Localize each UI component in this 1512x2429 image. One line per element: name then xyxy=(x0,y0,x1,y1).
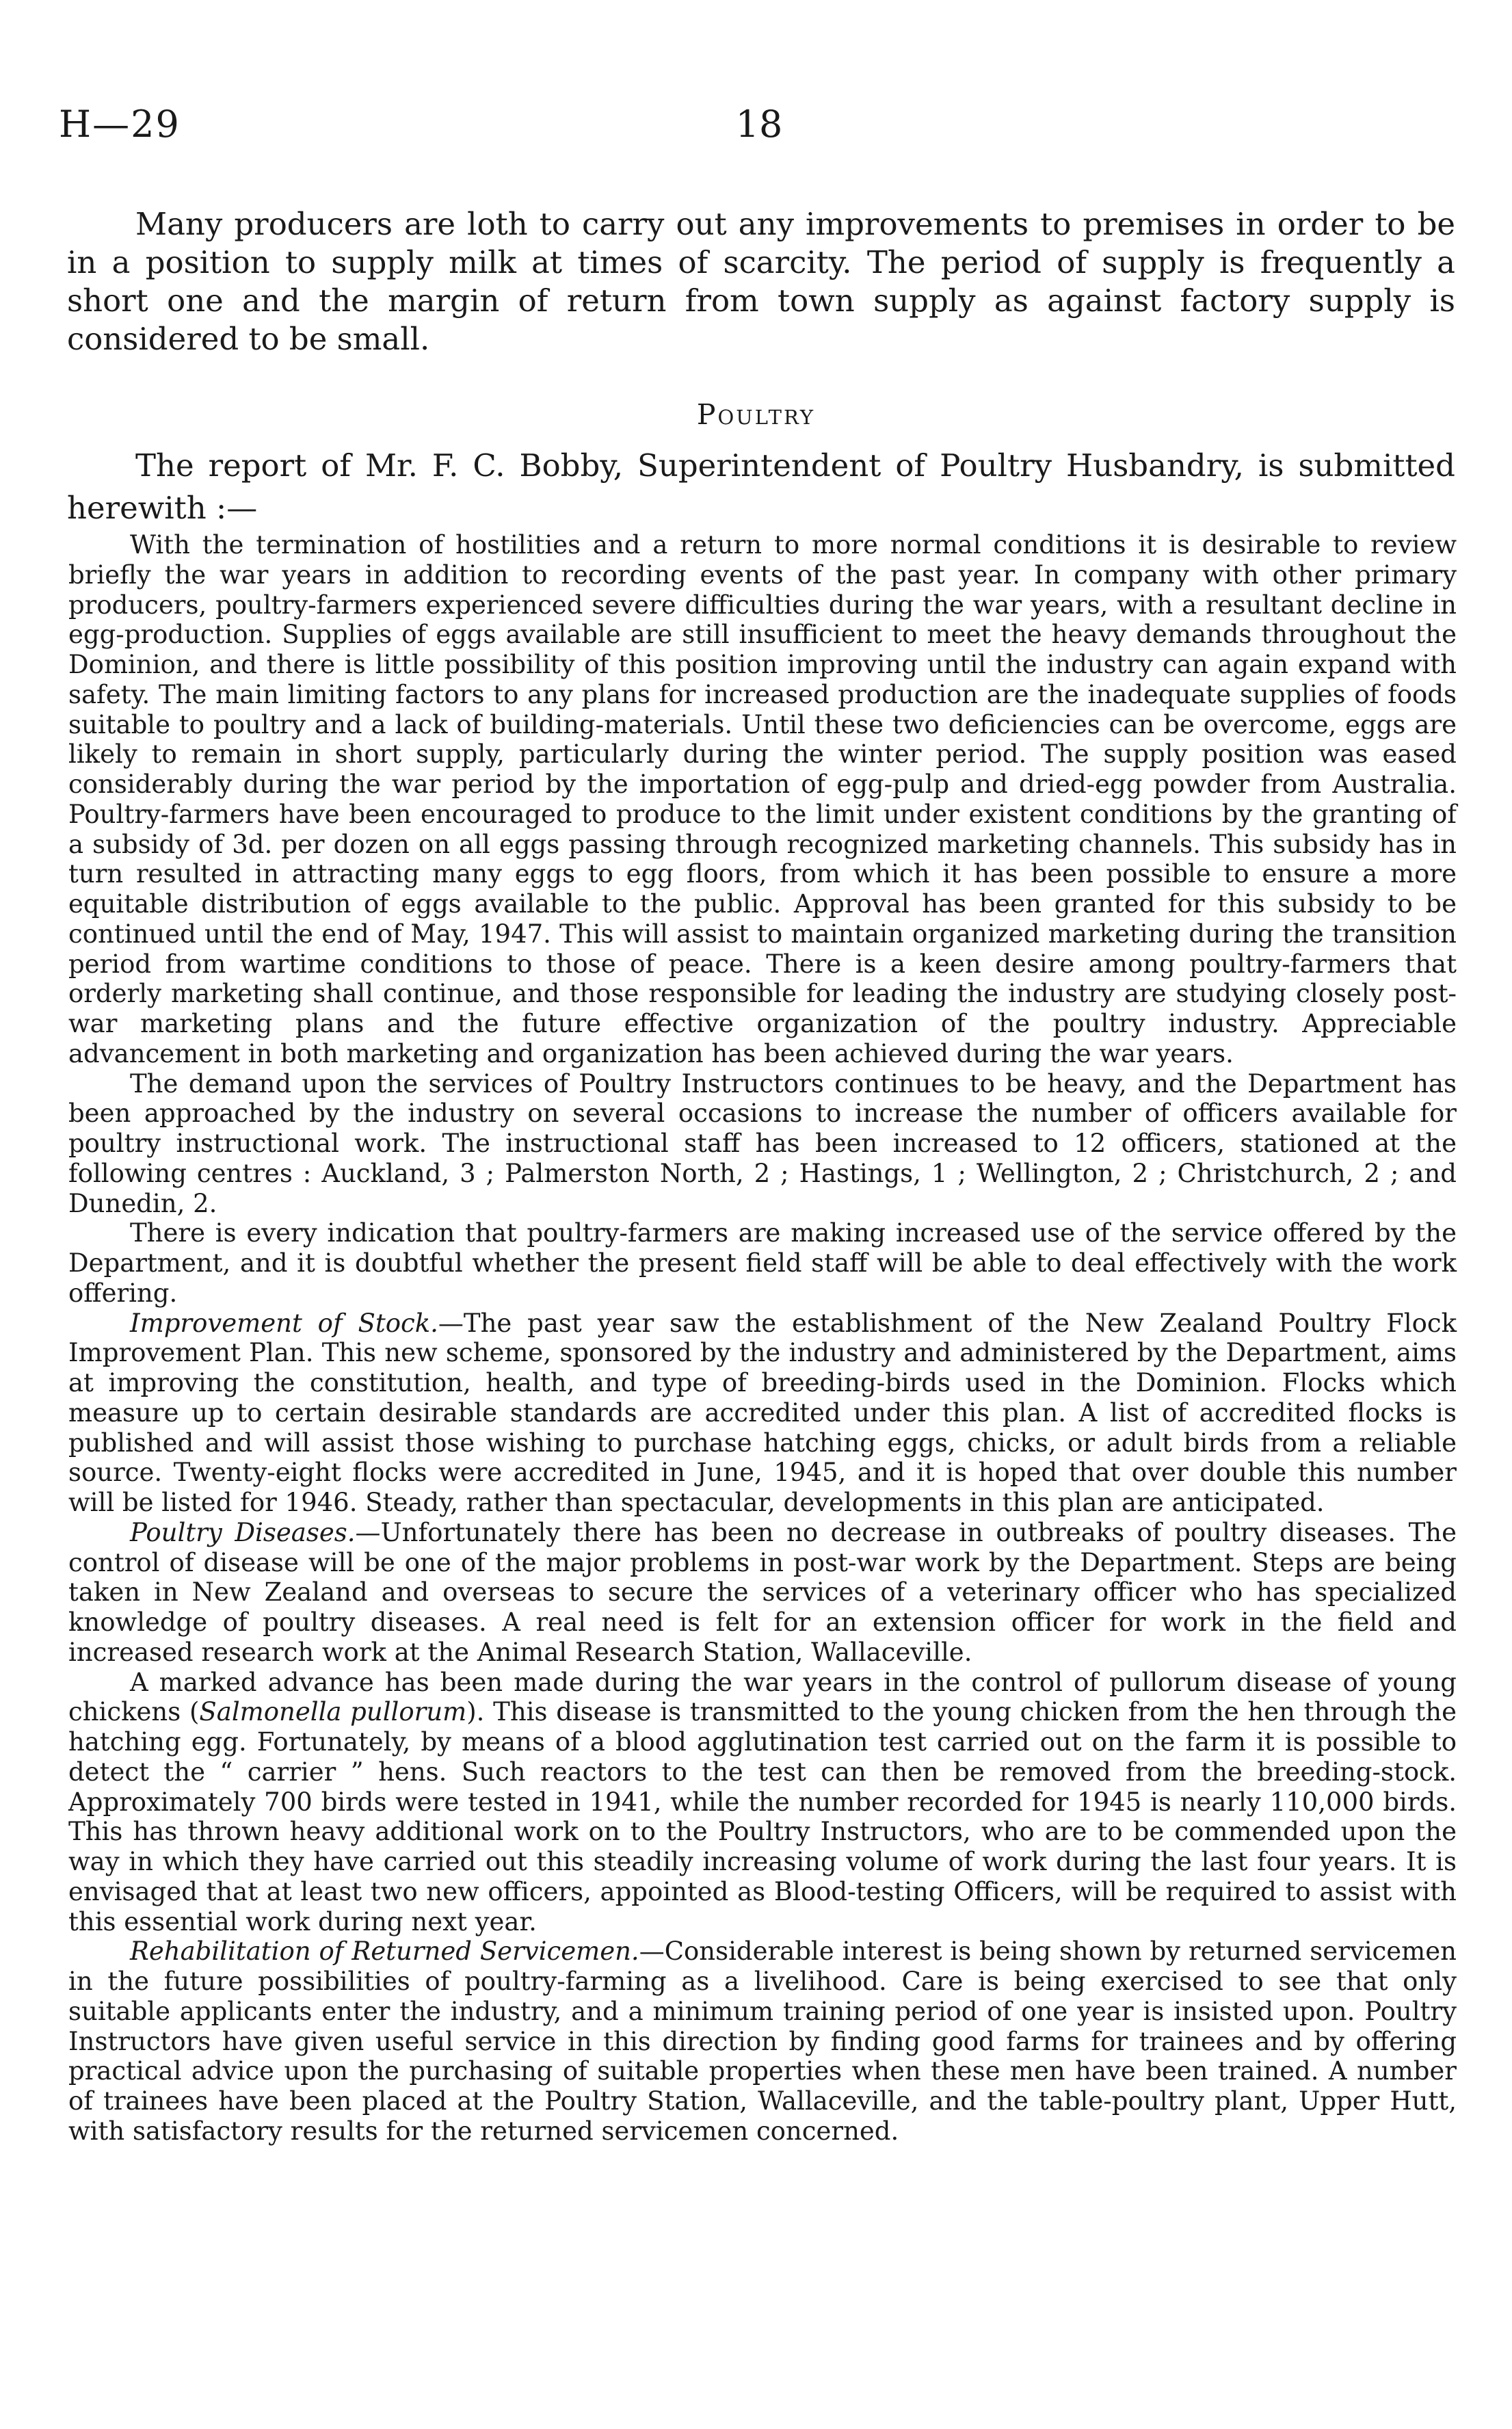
report-body xyxy=(68,530,1457,2146)
paragraph-heading: Poultry Diseases. xyxy=(130,1517,356,1547)
paragraph-review: With the termination of hostilities and a return to more normal conditions it is desirable to review briefly the war years in addition to recording events of the past year. In company with other primary producers, poultry-farmers experienced severe difficulties during the war years, with a resultant decline in egg-production. Supplies of eggs available are still insufficient to meet the heavy demands throughout the Dominion, and there is little possibility of this position improving until the industry can again expand with safety. The main limiting factors to any plans for increased production are the inadequate supplies of foods suitable to poultry and a lack of building-materials. Until these two deficiencies can be overcome, eggs are likely to remain in short supply, particularly during the winter period. The supply position was eased considerably during the war period by the importation of egg-pulp and dried-egg powder from Australia. Poultry-farmers have been encouraged to produce to the limit under existent conditions by the granting of a subsidy of 3d. per dozen on all eggs passing through recognized marketing channels. This subsidy has in turn resulted in attracting many eggs to egg floors, from which it has been possible to ensure a more equitable distribution of eggs available to the public. Approval has been granted for this subsidy to be continued until the end of May, 1947. This will assist to maintain organized marketing during the transition period from wartime conditions to those of peace. There is a keen desire among poultry-farmers that orderly marketing shall continue, and those responsible for leading the industry are studying closely post-war marketing plans and the future effective organization of the poultry industry. Appreciable advancement in both marketing and organization has been achieved during the war years. xyxy=(68,530,1457,1068)
paragraph-service: There is every indication that poultry-farmers are making increased use of the service offered by the Department, and it is doubtful whether the present field staff will be able to deal effectively with the work offering. xyxy=(68,1218,1457,1308)
paragraph-text-pre: A marked advance has been made during the war years in the control of pullorum disease of young chickens ( xyxy=(68,1667,1457,1727)
intro-paragraph: Many producers are loth to carry out any improvements to premises in order to be in a position to supply milk at times of scarcity. The period of supply is frequently a short one and the margin of return from town supply as against factory supply is considered to be small. xyxy=(67,206,1455,357)
paragraph-improvement-of-stock xyxy=(68,1309,1457,1518)
document-code: H—29 xyxy=(59,103,181,146)
paragraph-text: —Unfortunately there has been no decrease in outbreaks of poultry diseases. The control of disease will be one of the major problems in post-war work by the Department. Steps are being taken in New Zealand and overseas to secure the services of a veterinary officer who has specialized knowledge of poultry diseases. A real need is felt for an extension officer for work in the field and increased research work at the Animal Research Station, Wallaceville. xyxy=(68,1517,1457,1667)
paragraph-text: ). This disease is transmitted to the young chicken from the hen through the hatching egg. Fortunately, by means of a blood agglutination test carried out on the farm it is possible to detect the “ carrier ” hens. Such reactors to the test can then be removed from the breeding-stock. Approximately 700 birds were tested in 1941, while the number recorded for 1945 is nearly 110,000 birds. This has thrown heavy additional work on to the Poultry Instructors, who are to be commended upon the way in which they have carried out this steadily increasing volume of work during the last four years. It is envisaged that at least two new officers, appointed as Blood-testing Officers, will be required to assist with this essential work during next year. xyxy=(68,1697,1457,1936)
paragraph-heading: Rehabilitation of Returned Servicemen. xyxy=(130,1936,639,1967)
paragraph-pullorum xyxy=(68,1668,1457,1937)
scientific-name: Salmonella pullorum xyxy=(199,1697,467,1727)
paragraph-poultry-diseases xyxy=(68,1518,1457,1668)
paragraph-instructors: The demand upon the services of Poultry Instructors continues to be heavy, and the Department has been approached by the industry on several occasions to increase the number of officers available for poultry instructional work. The instructional staff has been increased to 12 officers, stationed at the following centres : Auckland, 3 ; Palmerston North, 2 ; Hastings, 1 ; Wellington, 2 ; Christchurch, 2 ; and Dunedin, 2. xyxy=(68,1068,1457,1218)
page-number: 18 xyxy=(735,103,783,146)
section-title: Poultry xyxy=(696,398,816,431)
paragraph-rehabilitation xyxy=(68,1936,1457,2146)
paragraph-text: —Considerable interest is being shown by returned servicemen in the future possibilities of poultry-farming as a livelihood. Care is being exercised to see that only suitable applicants enter the industry, and a minimum training period of one year is insisted upon. Poultry Instructors have given useful service in this direction by finding good farms for trainees and by offering practical advice upon the purchasing of suitable properties when these men have been trained. A number of trainees have been placed at the Poultry Station, Wallaceville, and the table-poultry plant, Upper Hutt, with satisfactory results for the returned servicemen concerned. xyxy=(68,1936,1457,2146)
section-lead: The report of Mr. F. C. Bobby, Superintendent of Poultry Husbandry, is submitted herewith :— xyxy=(67,447,1455,526)
paragraph-text: —The past year saw the establishment of the New Zealand Poultry Flock Improvement Plan. This new scheme, sponsored by the industry and administered by the Department, aims at improving the constitution, health, and type of breeding-birds used in the Dominion. Flocks which measure up to certain desirable standards are accredited under this plan. A list of accredited flocks is published and will assist those wishing to purchase hatching eggs, chicks, or adult birds from a reliable source. Twenty-eight flocks were accredited in June, 1945, and it is hoped that over double this number will be listed for 1946. Steady, rather than spectacular, developments in this plan are anticipated. xyxy=(68,1308,1457,1517)
paragraph-heading: Improvement of Stock. xyxy=(130,1308,438,1338)
